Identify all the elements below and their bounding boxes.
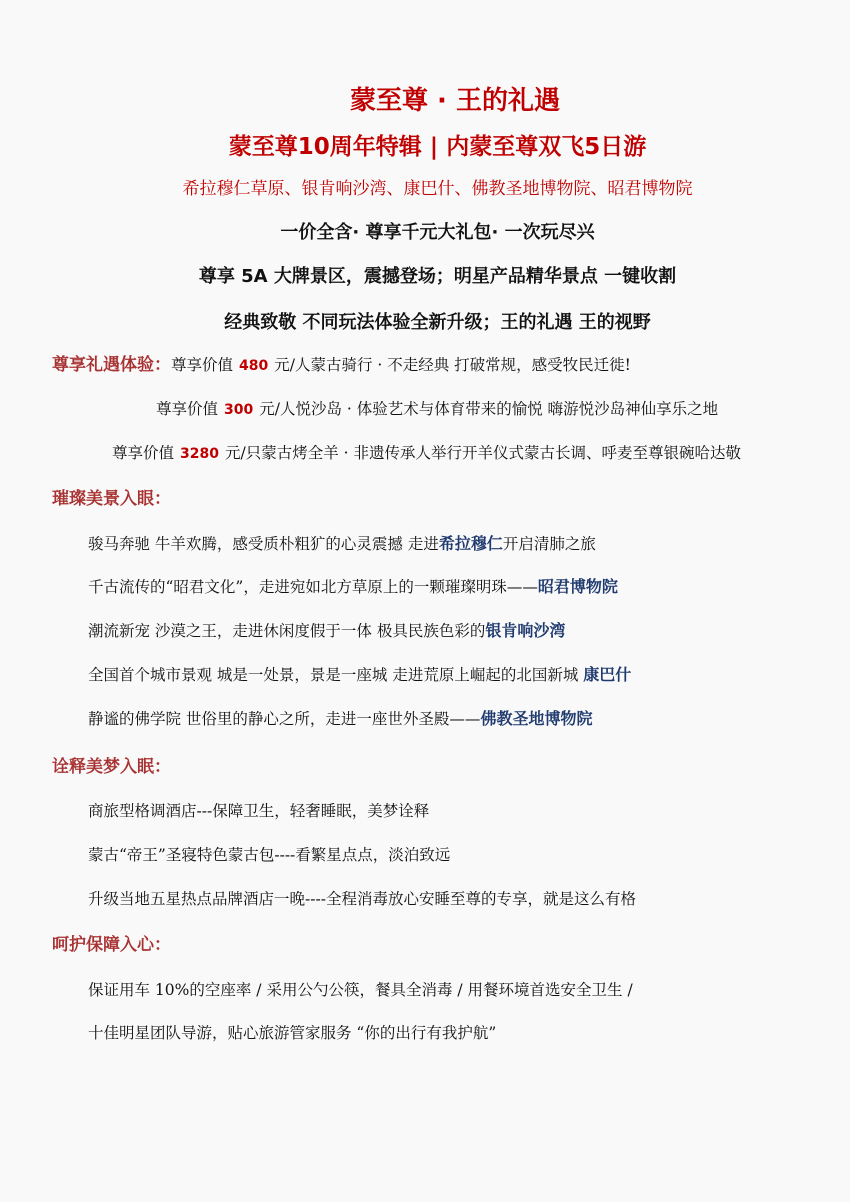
gift-row	[156, 398, 718, 421]
gift-prefix: 尊享价值	[112, 444, 175, 462]
hotel-row: 蒙古“帝王”圣寝特色蒙古包----看繁星点点，淡泊致远	[88, 846, 451, 864]
gift-price: 480	[239, 358, 269, 374]
motto-line: 尊享 5A 大牌景区，震撼登场；明星产品精华景点 一键收割	[198, 266, 677, 287]
scenery-highlight: 佛教圣地博物院	[480, 709, 593, 728]
scenery-highlight: 昭君博物院	[537, 577, 618, 596]
spots-list: 希拉穆仁草原、银肯响沙湾、康巴什、佛教圣地博物院、昭君博物院	[182, 179, 693, 199]
section-heading-scenery: 璀璨美景入眼：	[52, 489, 171, 509]
gift-desc: 元/人悦沙岛 · 体验艺术与体育带来的愉悦 嗨游悦沙岛神仙享乐之地	[259, 400, 719, 418]
gift-desc: 元/只蒙古烤全羊 · 非遗传承人举行开羊仪式蒙古长调、呼麦至尊银碗哈达敬	[224, 444, 741, 462]
scenery-row	[88, 576, 618, 598]
scenery-row	[88, 664, 631, 686]
scenery-after: 开启清肺之旅	[502, 535, 596, 553]
safety-row: 十佳明星团队导游，贴心旅游管家服务 “你的出行有我护航”	[88, 1024, 497, 1042]
motto-line: 一价全含· 尊享千元大礼包· 一次玩尽兴	[280, 222, 595, 243]
scenery-row	[88, 620, 565, 642]
scenery-text: 骏马奔驰 牛羊欢腾，感受质朴粗犷的心灵震撼 走进	[88, 535, 439, 553]
scenery-text: 千古流传的“昭君文化”，走进宛如北方草原上的一颗璀璨明珠——	[88, 578, 538, 596]
scenery-highlight: 康巴什	[583, 665, 632, 684]
gift-row	[112, 442, 741, 465]
section-heading-gifts: 尊享礼遇体验：	[52, 355, 171, 375]
scenery-text: 全国首个城市景观 城是一处景，景是一座城 走进荒原上崛起的北国新城	[88, 666, 584, 684]
gift-prefix: 尊享价值	[171, 356, 234, 374]
section-heading-safety: 呵护保障入心：	[52, 935, 171, 955]
hotel-row: 商旅型格调酒店---保障卫生，轻奢睡眠，美梦诠释	[88, 802, 430, 820]
gift-price: 3280	[180, 446, 219, 462]
page-subtitle: 蒙至尊10周年特辑 | 内蒙至尊双飞5日游	[228, 134, 647, 160]
gift-row	[52, 354, 631, 377]
page-title: 蒙至尊 · 王的礼遇	[350, 86, 560, 116]
hotel-row: 升级当地五星热点品牌酒店一晚----全程消毒放心安睡至尊的专享，就是这么有格	[88, 890, 636, 908]
scenery-text: 静谧的佛学院 世俗里的静心之所，走进一座世外圣殿——	[88, 710, 481, 728]
scenery-row	[88, 533, 596, 555]
motto-line: 经典致敬 不同玩法体验全新升级；王的礼遇 王的视野	[224, 312, 651, 333]
gift-price: 300	[224, 402, 254, 418]
section-heading-hotel: 诠释美梦入眠：	[52, 757, 171, 777]
scenery-highlight: 希拉穆仁	[438, 534, 503, 553]
gift-desc: 元/人蒙古骑行 · 不走经典 打破常规，感受牧民迁徙!	[274, 356, 631, 374]
scenery-text: 潮流新宠 沙漠之王，走进休闲度假于一体 极具民族色彩的	[88, 622, 486, 640]
scenery-row	[88, 708, 592, 730]
gift-prefix: 尊享价值	[156, 400, 219, 418]
safety-row: 保证用车 10%的空座率 / 采用公勺公筷，餐具全消毒 / 用餐环境首选安全卫生 /	[88, 981, 633, 999]
scenery-highlight: 银肯响沙湾	[485, 621, 566, 640]
